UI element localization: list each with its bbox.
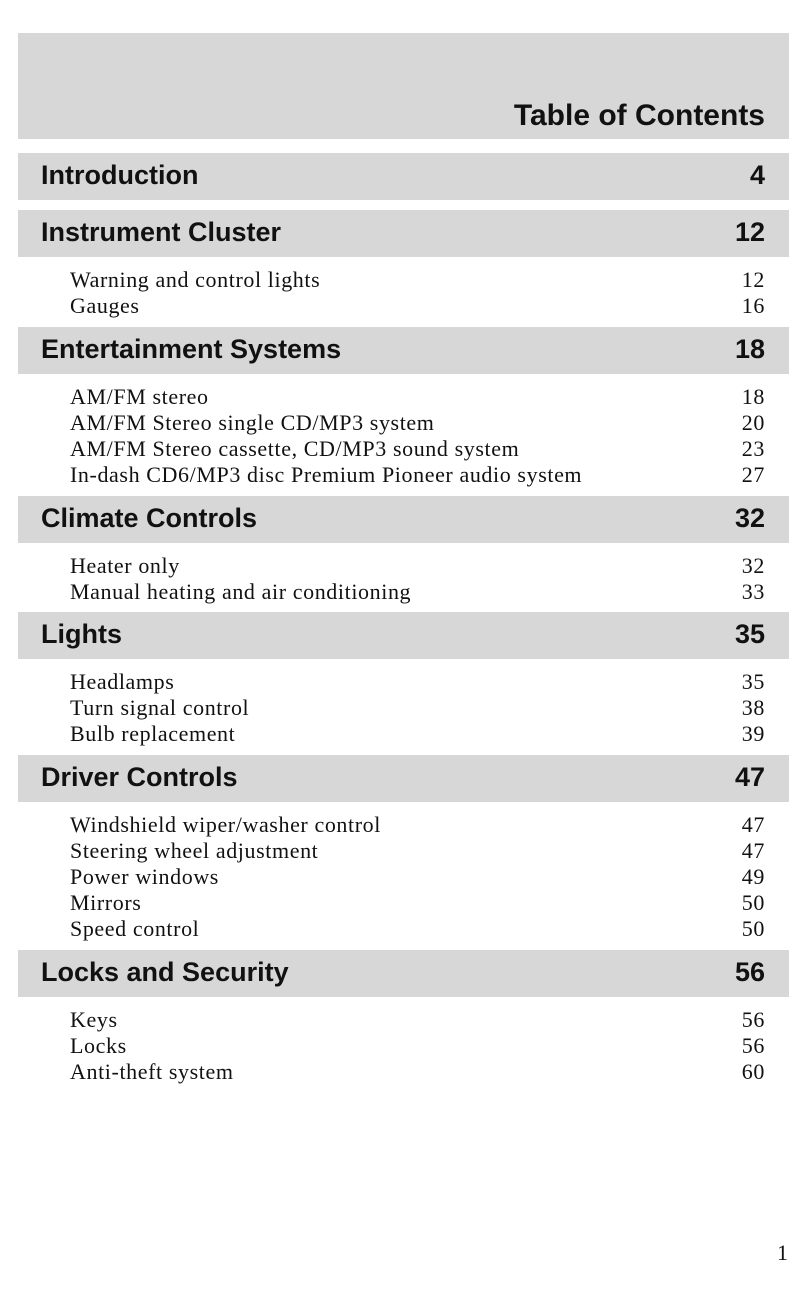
toc-entry[interactable] [18,1007,789,1033]
section-page: 47 [734,762,765,792]
entry-page: 35 [741,669,765,694]
toc-section-lights [18,612,789,747]
section-title: Lights [41,619,122,649]
section-title: Introduction [41,160,199,190]
section-page: 35 [734,619,765,649]
entry-label: Power windows [70,864,219,889]
entry-label: AM/FM Stereo single CD/MP3 system [70,410,435,435]
toc-section-driver-controls [18,755,789,942]
entry-label: Steering wheel adjustment [70,838,319,863]
section-title: Locks and Security [41,957,289,987]
entry-label: AM/FM Stereo cassette, CD/MP3 sound system [70,436,520,461]
entry-page: 27 [741,462,765,487]
entry-page: 12 [741,267,765,292]
section-heading[interactable] [18,755,789,802]
toc-entry[interactable] [18,1059,789,1085]
entry-page: 16 [741,293,765,318]
toc-entry[interactable] [18,462,789,488]
entry-page: 33 [741,579,765,604]
entry-page: 56 [741,1007,765,1032]
toc-entry[interactable] [18,864,789,890]
toc-entry[interactable] [18,553,789,579]
toc-entry[interactable] [18,669,789,695]
entry-page: 50 [741,916,765,941]
section-page: 32 [734,503,765,533]
toc-entry[interactable] [18,579,789,605]
section-heading[interactable] [18,950,789,997]
section-heading[interactable] [18,153,789,200]
entry-page: 38 [741,695,765,720]
entry-page: 23 [741,436,765,461]
toc-entry[interactable] [18,436,789,462]
section-heading[interactable] [18,210,789,257]
section-title: Climate Controls [41,503,258,533]
page-number: 1 [777,1240,788,1265]
toc-section-locks-and-security [18,950,789,1085]
toc-entry[interactable] [18,890,789,916]
toc-section-climate-controls [18,496,789,605]
toc-entry[interactable] [18,293,789,319]
entry-label: Anti-theft system [70,1059,234,1084]
entry-label: In-dash CD6/MP3 disc Premium Pioneer audio system [70,462,583,487]
section-page: 12 [734,217,765,247]
section-heading[interactable] [18,612,789,659]
entry-label: Speed control [70,916,200,941]
entry-page: 32 [741,553,765,578]
entry-label: Bulb replacement [70,721,236,746]
entry-page: 47 [741,838,765,863]
toc-entry[interactable] [18,695,789,721]
toc-section-introduction [18,153,789,200]
entry-page: 50 [741,890,765,915]
entry-label: Heater only [70,553,180,578]
entry-label: Mirrors [70,890,142,915]
section-title: Entertainment Systems [41,334,342,364]
entry-label: Locks [70,1033,127,1058]
section-title: Instrument Cluster [41,217,282,247]
toc-entry[interactable] [18,267,789,293]
toc-entry[interactable] [18,916,789,942]
entry-label: AM/FM stereo [70,384,209,409]
toc-header [18,33,789,139]
section-heading[interactable] [18,327,789,374]
toc-entry[interactable] [18,384,789,410]
entry-label: Gauges [70,293,140,318]
entry-page: 39 [741,721,765,746]
toc-section-instrument-cluster [18,210,789,319]
section-page: 56 [734,957,765,987]
entry-label: Keys [70,1007,118,1032]
section-title: Driver Controls [41,762,238,792]
entry-label: Turn signal control [70,695,250,720]
section-page: 18 [734,334,765,364]
toc-section-entertainment-systems [18,327,789,488]
entry-page: 49 [741,864,765,889]
section-page: 4 [749,160,765,190]
entry-label: Windshield wiper/washer control [70,812,381,837]
toc-entry[interactable] [18,838,789,864]
entry-label: Warning and control lights [70,267,321,292]
entry-page: 47 [741,812,765,837]
toc-entry[interactable] [18,721,789,747]
entry-page: 20 [741,410,765,435]
entry-label: Headlamps [70,669,175,694]
entry-page: 60 [741,1059,765,1084]
section-heading[interactable] [18,496,789,543]
entry-page: 18 [741,384,765,409]
entry-label: Manual heating and air conditioning [70,579,412,604]
page-title: Table of Contents [513,99,765,132]
entry-page: 56 [741,1033,765,1058]
toc-entry[interactable] [18,410,789,436]
toc-entry[interactable] [18,812,789,838]
toc-entry[interactable] [18,1033,789,1059]
